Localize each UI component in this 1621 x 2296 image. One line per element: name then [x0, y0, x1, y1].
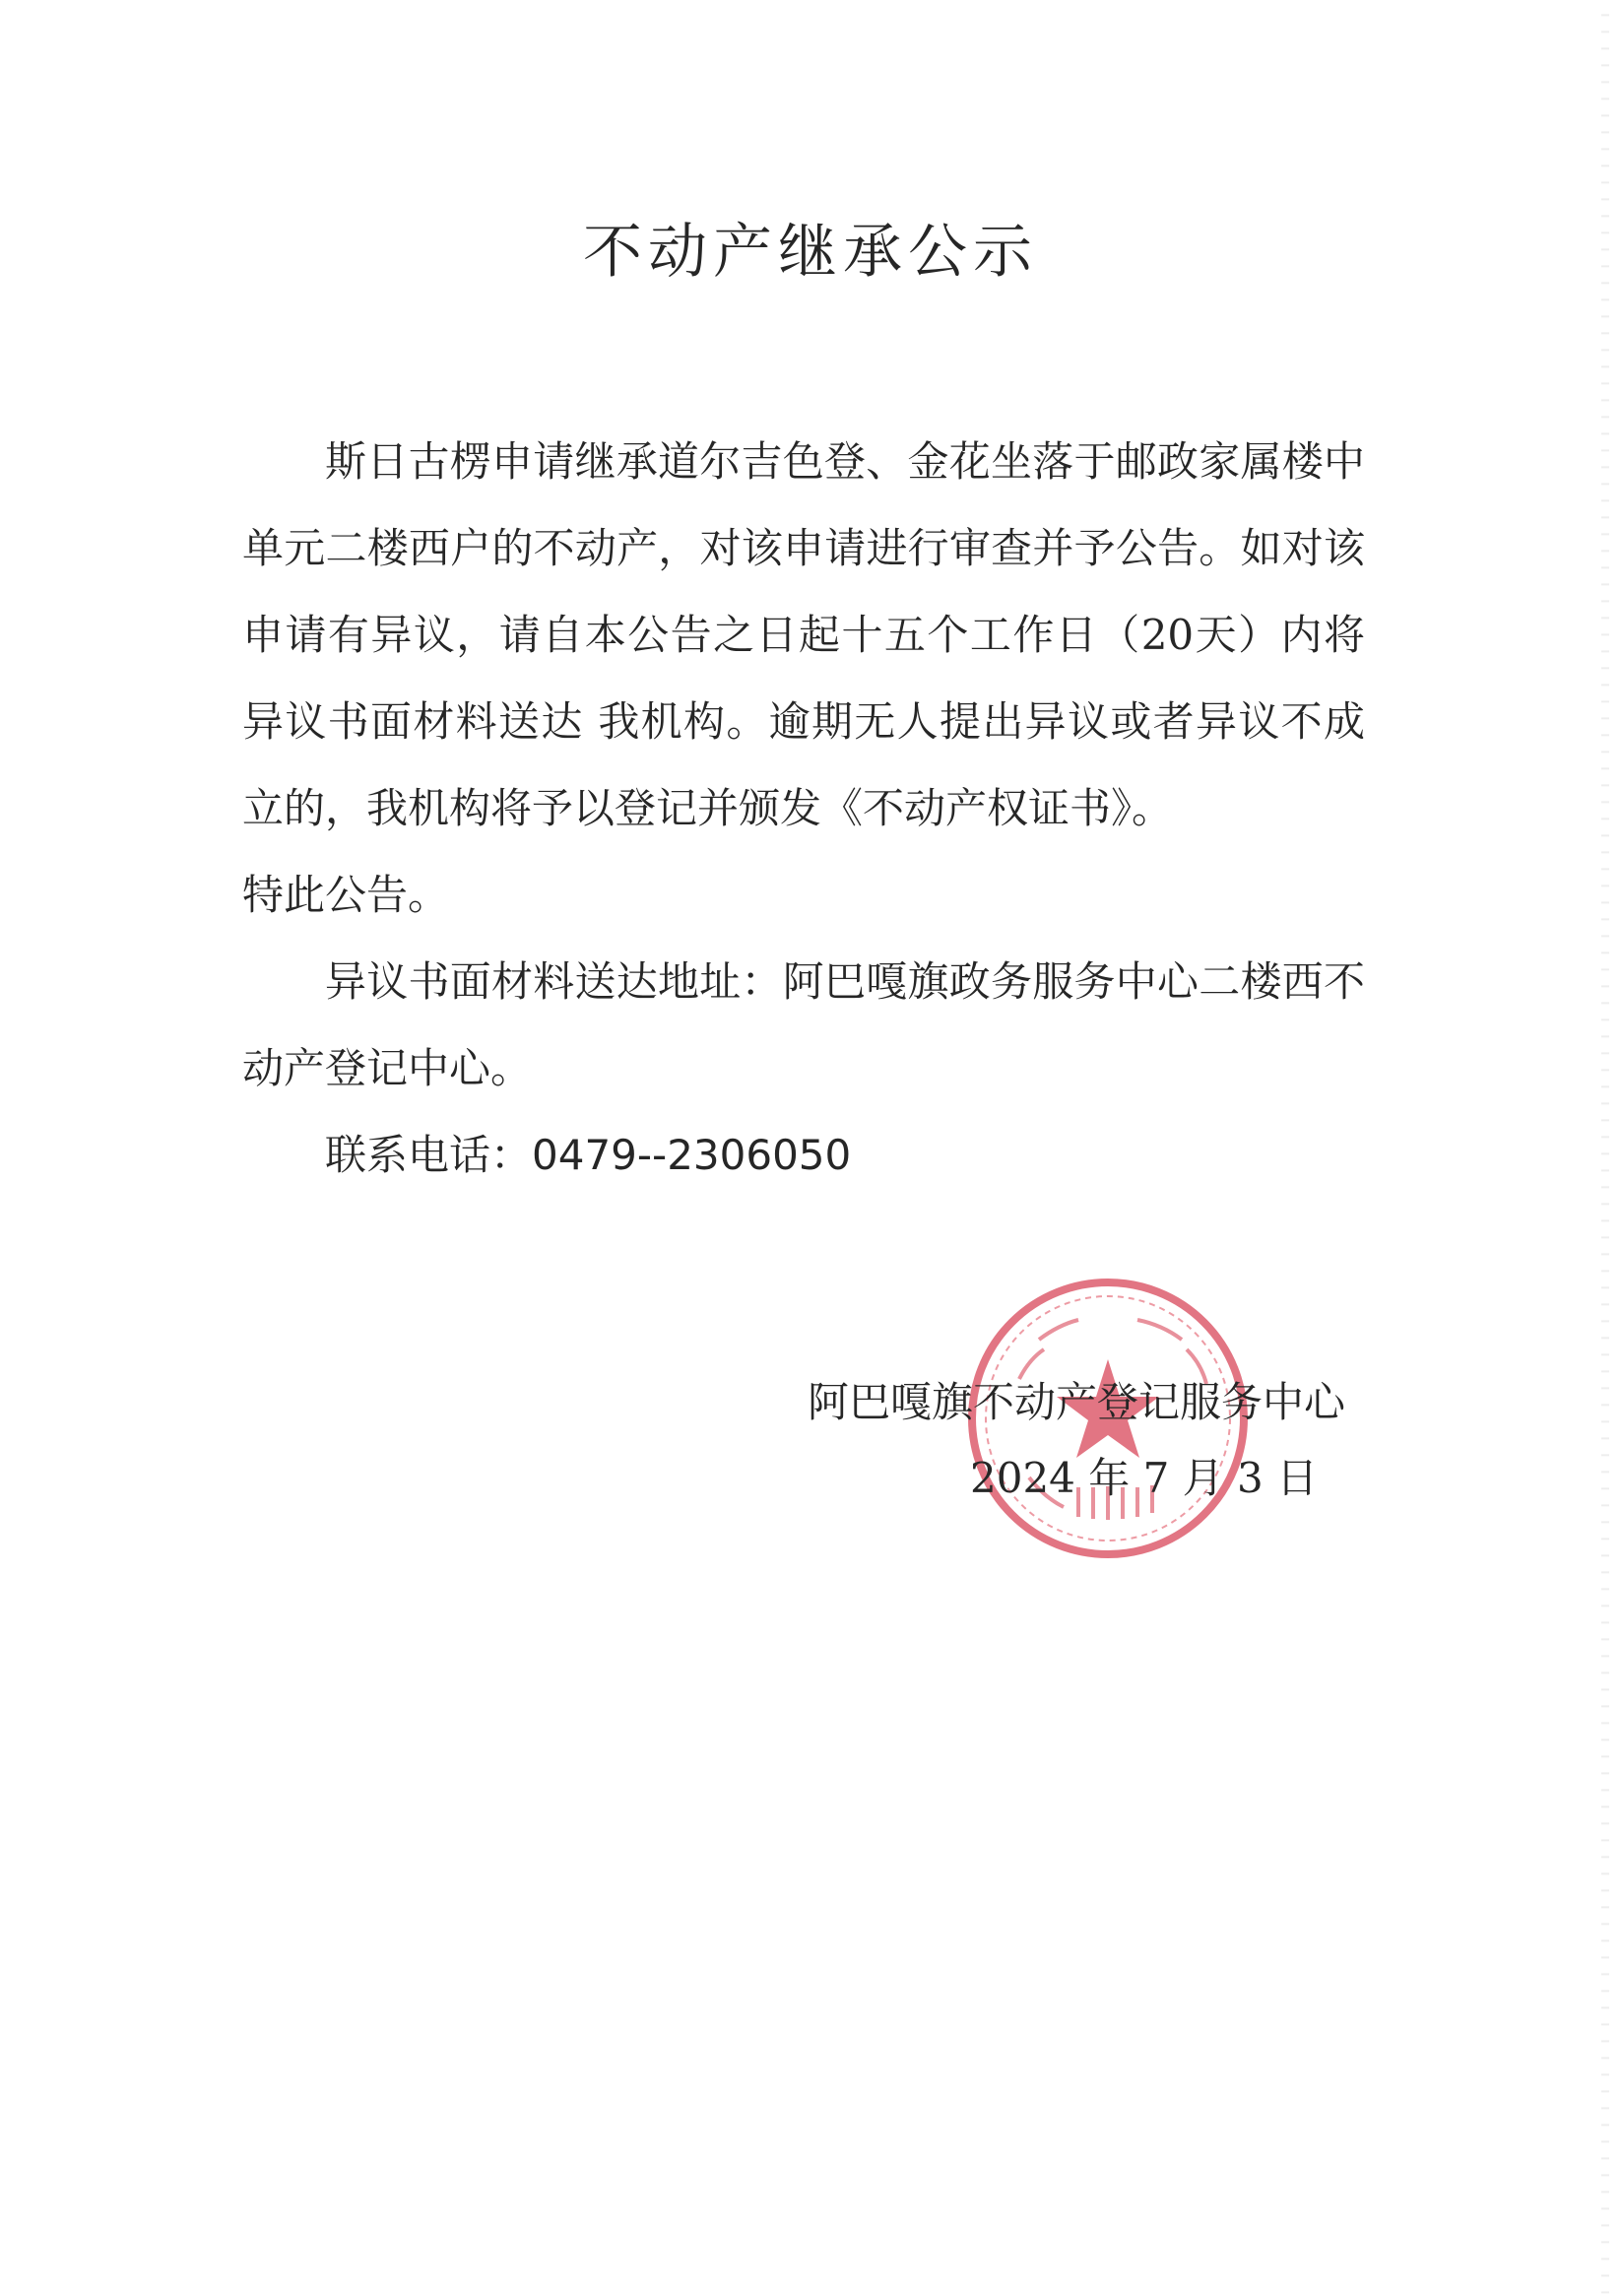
scan-edge-artifact: [1601, 0, 1609, 2296]
issue-date: 2024 年 7 月 3 日: [970, 1454, 1319, 1502]
paragraph-address: 异议书面材料送达地址：阿巴嘎旗政务服务中心二楼西不动产登记中心。: [242, 957, 1365, 1092]
document-title: 不动产继承公示: [583, 218, 1038, 287]
issuer-name: 阿巴嘎旗不动产登记服务中心: [808, 1378, 1346, 1426]
contact-phone: 联系电话：0479--2306050: [325, 1131, 852, 1179]
paragraph-notice: 特此公告。: [242, 871, 450, 919]
paragraph-application: 斯日古楞申请继承道尔吉色登、金花坐落于邮政家属楼中单元二楼西户的不动产，对该申请进行审查并予公告。如对该申请有异议，请自本公告之日起十五个工作日（20天）内将异议书面材料送达 我机构。逾期无人提出异议或者异议不成立的，我机构将予以登记并颁发《不动产权证书》。: [242, 437, 1365, 832]
document-body: [242, 419, 1365, 1199]
